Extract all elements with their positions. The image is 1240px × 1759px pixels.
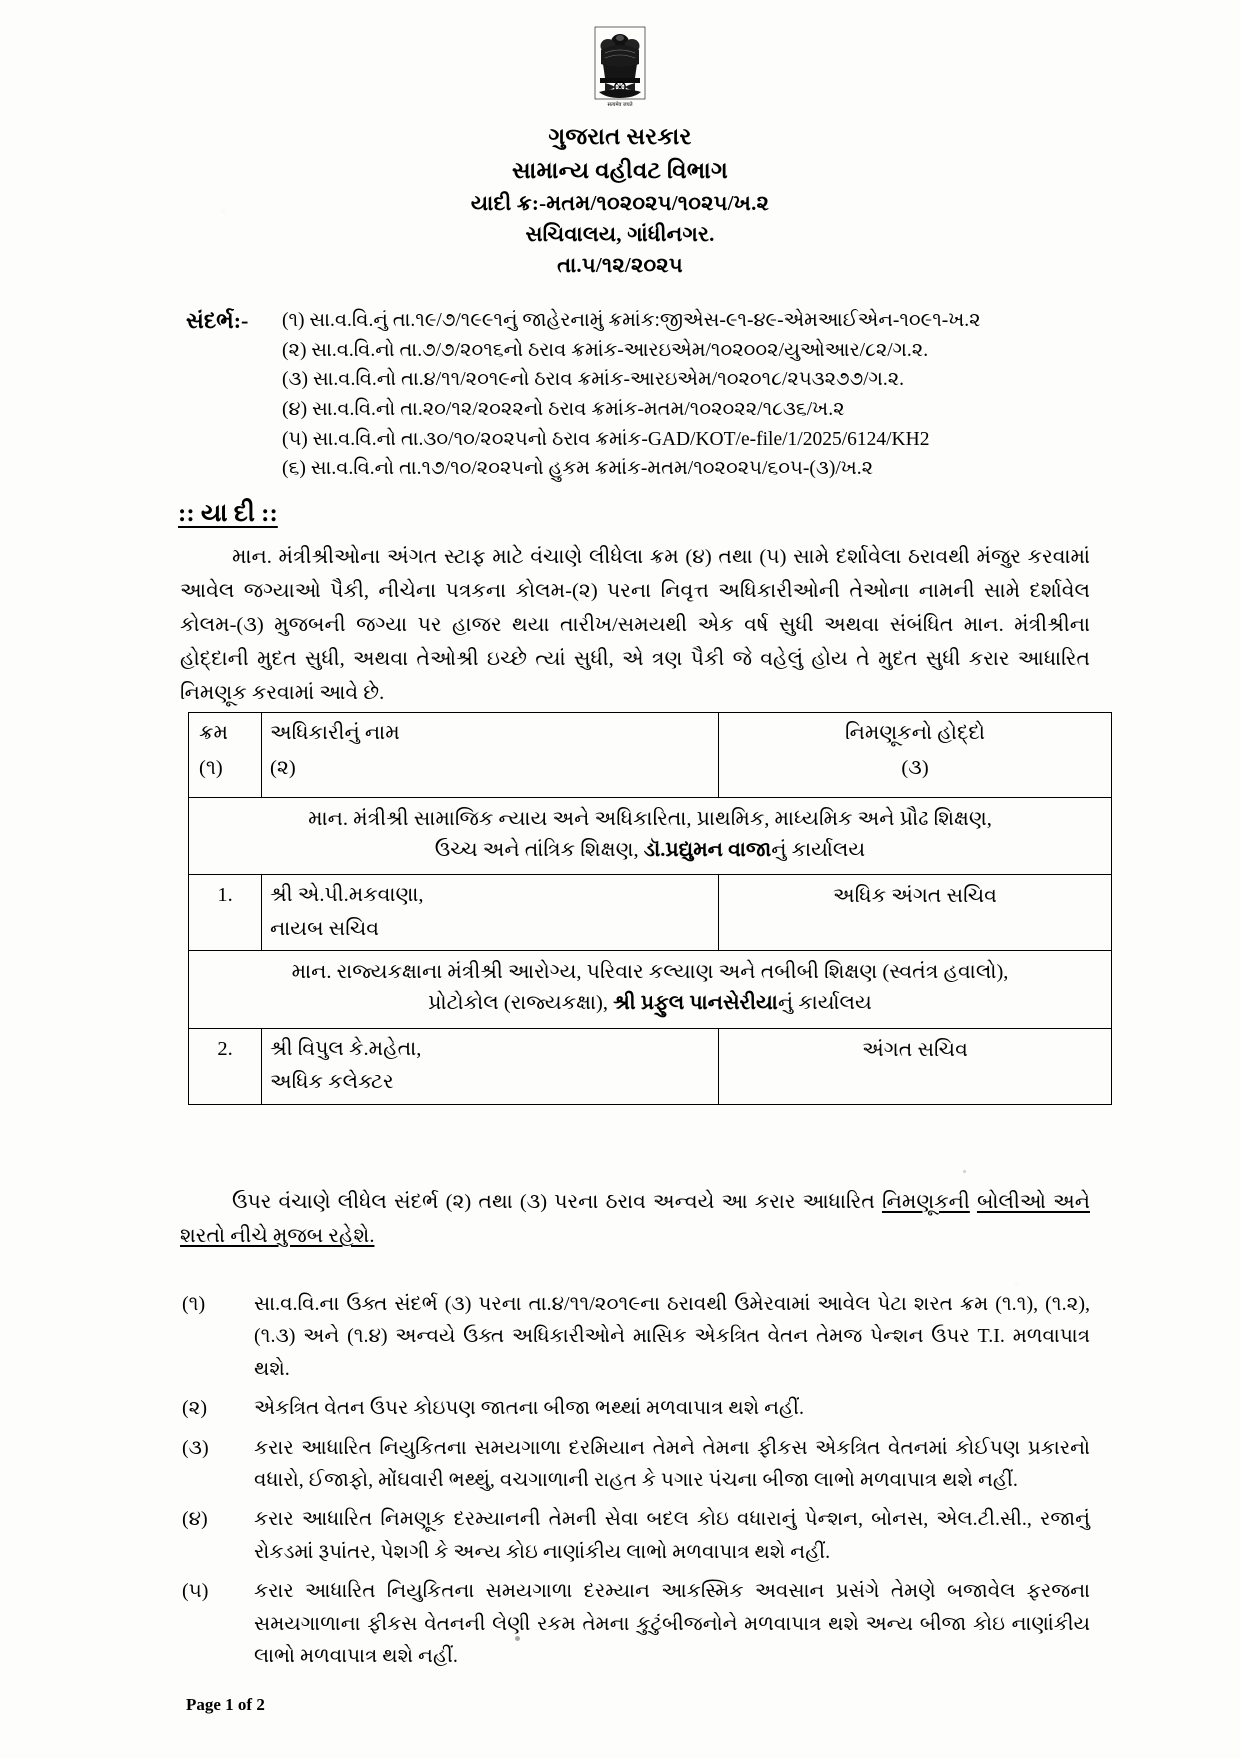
office-heading-line2-pre: પ્રોટોકોલ (રાજ્યકક્ષા),	[428, 992, 614, 1015]
header-line-location: સચિવાલય, ગાંધીનગર.	[525, 222, 715, 247]
table-row	[189, 1028, 1112, 1104]
row-serial: 1.	[189, 875, 262, 951]
reference-item: (૪) સા.વ.વિ.નો તા.૨૦/૧૨/૨૦૨૨નો ઠરાવ ક્રમાંક-મતમ/૧૦૨૦૨૨/૧૮૩૬/ખ.૨	[282, 398, 845, 420]
post-table-underlined-1: નિમણૂકની	[881, 1191, 970, 1213]
scan-speck	[963, 1170, 966, 1173]
office-heading-line1: માન. રાજ્યકક્ષાના મંત્રીશ્રી આરોગ્ય, પરિવાર કલ્યાણ અને તબીબી શિક્ષણ (સ્વતંત્ર હવાલો),	[291, 961, 1009, 984]
officer-name: શ્રી એ.પી.મકવાણા,	[270, 884, 424, 907]
table-header-post-label: નિમણૂકનો હોદ્દો	[845, 722, 985, 744]
condition-number: (૪)	[182, 1508, 208, 1531]
header-line-date: તા.૫/૧૨/૨૦૨૫	[557, 253, 683, 278]
officer-designation: નાયબ સચિવ	[270, 918, 380, 941]
reference-label: સંદર્ભ:-	[186, 308, 249, 333]
header-line-department: સામાન્ય વહીવટ વિભાગ	[512, 158, 728, 184]
table-header-row	[189, 713, 1112, 798]
office-heading-row	[189, 951, 1112, 1028]
condition-item	[182, 1575, 1090, 1672]
condition-number: (૧)	[182, 1293, 206, 1315]
office-heading-line2	[203, 988, 1097, 1019]
ashoka-emblem-icon	[589, 26, 651, 118]
office-heading-line1: માન. મંત્રીશ્રી સામાજિક ન્યાય અને અધિકારિતા, પ્રાથમિક, માધ્યમિક અને પ્રૌઢ શિક્ષણ,	[308, 808, 992, 830]
row-officer-name	[262, 875, 719, 951]
minister-name: શ્રી પ્રફુલ પાનસેરીયા	[613, 992, 778, 1015]
row-officer-name	[262, 1028, 719, 1104]
condition-text: કરાર આધારિત નિયુકિતના સમયગાળા દરમ્યાન આકસ્મિક અવસાન પ્રસંગે તેમણે બજાવેલ ફરજના સમયગાળાના ફીકસ વેતનની લેણી રકમ તેમના કુટુંબીજનોને મળવાપાત્ર થશે અન્ય બીજા કોઇ નાણાંકીય લાભો મળવાપાત્ર થશે નહીં.	[254, 1580, 1090, 1667]
scan-speck	[515, 1636, 520, 1641]
table-header-officer-name-label: અધિકારીનું નામ	[270, 722, 400, 744]
main-paragraph: માન. મંત્રીશ્રીઓના અંગત સ્ટાફ માટે વંચાણે લીધેલા ક્રમ (૪) તથા (૫) સામે દર્શાવેલા ઠરાવથી મંજુર કરવામાં આવેલ જગ્યાઓ પૈકી, નીચેના પત્રકના કોલમ-(૨) પરના નિવૃત્ત અધિકારીઓની તેઓના નામની સામે દર્શાવેલ કોલમ-(૩) મુજબની જગ્યા પર હાજર થયા તારીખ/સમયથી એક વર્ષ સુધી અથવા સંબંધિત માન. મંત્રીશ્રીના હોદ્દાની મુદત સુધી, અથવા તેઓશ્રી ઇચ્છે ત્યાં સુધી, એ ત્રણ પૈકી જે વહેલું હોય તે મુદત સુધી કરાર આધારિત નિમણૂક કરવામાં આવે છે.	[180, 546, 1090, 705]
office-heading-line2-pre: ઉચ્ચ અને તાંત્રિક શિક્ષણ,	[434, 839, 644, 862]
document-header	[0, 120, 1240, 281]
reference-list	[282, 306, 1090, 484]
condition-item	[182, 1392, 1090, 1424]
header-line-government: ગુજરાત સરકાર	[548, 124, 692, 149]
office-heading-row	[189, 798, 1112, 875]
condition-item	[182, 1288, 1090, 1385]
condition-number: (૫)	[182, 1580, 209, 1603]
header-line-reference-number: યાદી ક્ર:-મતમ/૧૦૨૦૨૫/૧૦૨૫/ખ.૨	[470, 191, 770, 216]
officer-name: શ્રી વિપુલ કે.મહેતા,	[270, 1037, 422, 1060]
officer-designation: અધિક કલેક્ટર	[270, 1071, 394, 1094]
table-header-serial	[189, 713, 262, 798]
condition-item	[182, 1432, 1090, 1497]
office-heading-line2	[203, 835, 1097, 866]
minister-name: ડૉ.પ્રદ્યુમન વાજા	[643, 839, 772, 862]
page-footer: Page 1 of 2	[186, 1695, 265, 1714]
table-header-post-number: (૩)	[901, 756, 929, 779]
table-header-serial-label: ક્રમ	[199, 722, 228, 744]
table-header-officer-name	[262, 713, 719, 798]
conditions-list	[182, 1288, 1090, 1679]
office-heading-cell	[189, 798, 1112, 875]
appointments-table	[188, 712, 1112, 1105]
national-emblem-container	[0, 26, 1240, 118]
office-heading-cell	[189, 951, 1112, 1028]
reference-item: (૨) સા.વ.વિ.નો તા.૭/૭/૨૦૧૬નો ઠરાવ ક્રમાંક-આરઇએમ/૧૦૨૦૦૨/યુઓઆર/૮૨/ગ.૨.	[282, 339, 929, 361]
reference-block	[186, 306, 1090, 484]
post-table-text: ઉપર વંચાણે લીધેલ સંદર્ભ (૨) તથા (૩) પરના ઠરાવ અન્વયે આ કરાર આધારિત	[232, 1191, 882, 1213]
condition-text: કરાર આધારિત નિયુકિતના સમયગાળા દરમિયાન તેમને તેમના ફીકસ એકત્રિત વેતનમાં કોઈપણ પ્રકારનો વધારો, ઈજાફો, મોંઘવારી ભથ્થું, વચગાળાની રાહત કે પગાર પંચના બીજા લાભો મળવાપાત્ર થશે નહીં.	[254, 1436, 1090, 1491]
office-heading-line2-post: નું કાર્યાલય	[771, 839, 866, 862]
reference-item: (૩) સા.વ.વિ.નો તા.૪/૧૧/૨૦૧૯નો ઠરાવ ક્રમાંક-આરઇએમ/૧૦૨૦૧૮/૨૫૩૨૭૭/ગ.૨.	[282, 369, 905, 391]
row-appointed-post: અંગત સચિવ	[719, 1028, 1112, 1104]
condition-number: (૩)	[182, 1436, 209, 1459]
row-appointed-post: અધિક અંગત સચિવ	[719, 875, 1112, 951]
post-table-underlined-2: બોલીઓ અને શરતો નીચે મુજબ રહેશે.	[180, 1191, 1090, 1248]
reference-item: (૬) સા.વ.વિ.નો તા.૧૭/૧૦/૨૦૨૫નો હુકમ ક્રમાંક-મતમ/૧૦૨૦૨૫/૬૦૫-(૩)/ખ.૨	[282, 458, 874, 480]
table-header-serial-number: (૧)	[199, 756, 223, 779]
condition-number: (૨)	[182, 1397, 208, 1420]
reference-item: (૧) સા.વ.વિ.નું તા.૧૯/૭/૧૯૯૧નું જાહેરનામું ક્રમાંક:જીએસ-૯૧-૪૯-એમઆઈએન-૧૦૯૧-ખ.૨	[282, 310, 981, 331]
table-header-officer-name-number: (૨)	[270, 756, 296, 779]
document-title: :: યા દી ::	[178, 500, 278, 527]
office-heading-line2-post: નું કાર્યાલય	[777, 992, 872, 1015]
row-serial: 2.	[189, 1028, 262, 1104]
table-header-post	[719, 713, 1112, 798]
emblem-caption: सत्यमेव जयते	[607, 102, 633, 108]
condition-text: સા.વ.વિ.ના ઉક્ત સંદર્ભ (૩) પરના તા.૪/૧૧/૨૦૧૯ના ઠરાવથી ઉમેરવામાં આવેલ પેટા શરત ક્રમ (૧.૧), (૧.૨), (૧.૩) અને (૧.૪) અન્વયે ઉક્ત અધિકારીઓને માસિક એકત્રિત વેતન તેમજ પેન્શન ઉપર T.I. મળવાપાત્ર થશે.	[254, 1293, 1090, 1380]
condition-text: એકત્રિત વેતન ઉપર કોઇપણ જાતના બીજા ભથ્થાં મળવાપાત્ર થશે નહીં.	[254, 1397, 804, 1420]
post-table-paragraph	[180, 1185, 1090, 1253]
condition-item	[182, 1503, 1090, 1568]
reference-item: (૫) સા.વ.વિ.નો તા.૩૦/૧૦/૨૦૨૫નો ઠરાવ ક્રમાંક-GAD/KOT/e-file/1/2025/6124/KH2	[282, 428, 930, 450]
table-row	[189, 875, 1112, 951]
condition-text: કરાર આધારિત નિમણૂક દરમ્યાનની તેમની સેવા બદલ કોઇ વધારાનું પેન્શન, બોનસ, એલ.ટી.સી., રજાનું રોકડમાં રૂપાંતર, પેશગી કે અન્ય કોઇ નાણાંકીય લાભો મળવાપાત્ર થશે નહીં.	[254, 1508, 1090, 1563]
